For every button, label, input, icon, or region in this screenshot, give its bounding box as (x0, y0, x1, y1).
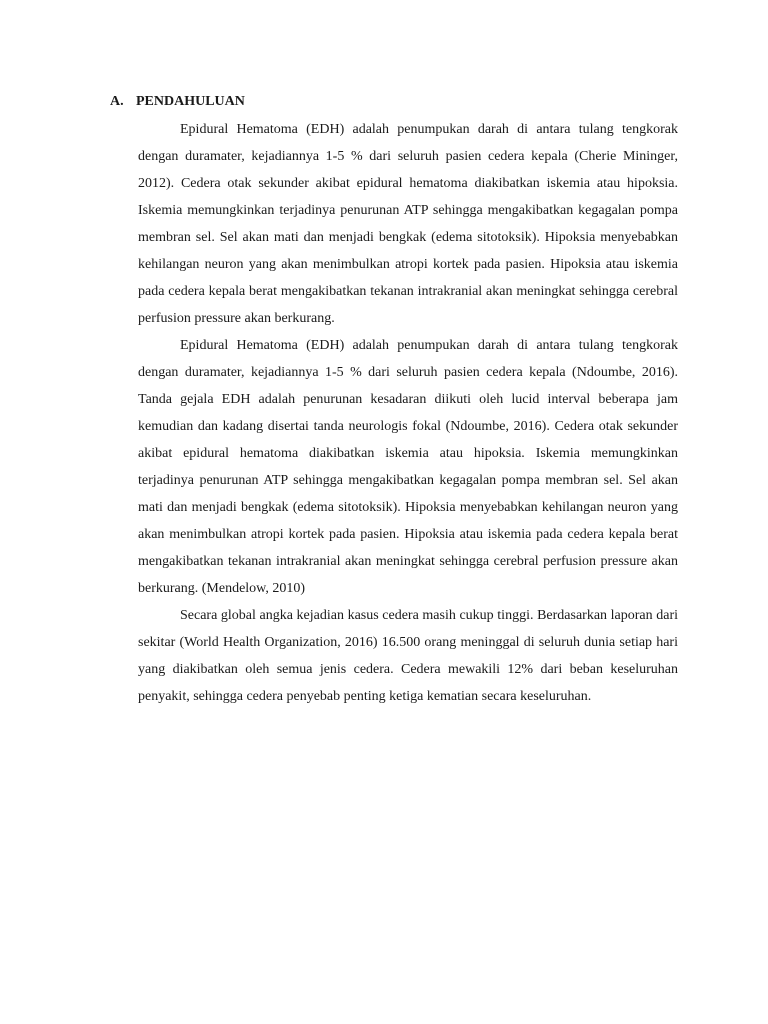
section-title: PENDAHULUAN (136, 94, 245, 109)
section-number: A. (110, 94, 124, 109)
section-heading (110, 90, 678, 114)
paragraph-2: Epidural Hematoma (EDH) adalah penumpukan darah di antara tulang tengkorak dengan duramater, kejadiannya 1-5 % dari seluruh pasien cedera kepala (Ndoumbe, 2016). Tanda gejala EDH adalah penurunan kesadaran diikuti oleh lucid interval beberapa jam kemudian dan kadang disertai tanda neurologis fokal (Ndoumbe, 2016). Cedera otak sekunder akibat epidural hematoma diakibatkan iskemia atau hipoksia. Iskemia memungkinkan terjadinya penurunan ATP sehingga mengakibatkan kegagalan pompa membran sel. Sel akan mati dan menjadi bengkak (edema sitotoksik). Hipoksia menyebabkan kehilangan neuron yang akan menimbulkan atropi kortek pada pasien. Hipoksia atau iskemia pada cedera kepala berat mengakibatkan tekanan intrakranial akan meningkat sehingga cerebral perfusion pressure akan berkurang. (Mendelow, 2010) (138, 338, 678, 596)
paragraph-1: Epidural Hematoma (EDH) adalah penumpukan darah di antara tulang tengkorak dengan duramater, kejadiannya 1-5 % dari seluruh pasien cedera kepala (Cherie Mininger, 2012). Cedera otak sekunder akibat epidural hematoma diakibatkan iskemia atau hipoksia. Iskemia memungkinkan terjadinya penurunan ATP sehingga mengakibatkan kegagalan pompa membran sel. Sel akan mati dan menjadi bengkak (edema sitotoksik). Hipoksia menyebabkan kehilangan neuron yang akan menimbulkan atropi kortek pada pasien. Hipoksia atau iskemia pada cedera kepala berat mengakibatkan tekanan intrakranial akan meningkat sehingga cerebral perfusion pressure akan berkurang. (138, 122, 678, 326)
document-body (110, 90, 678, 710)
paragraph-3: Secara global angka kejadian kasus cedera masih cukup tinggi. Berdasarkan laporan dari sekitar (World Health Organization, 2016) 16.500 orang meninggal di seluruh dunia setiap hari yang diakibatkan oleh semua jenis cedera. Cedera mewakili 12% dari beban keseluruhan penyakit, sehingga cedera penyebab penting ketiga kematian secara keseluruhan. (138, 608, 678, 704)
